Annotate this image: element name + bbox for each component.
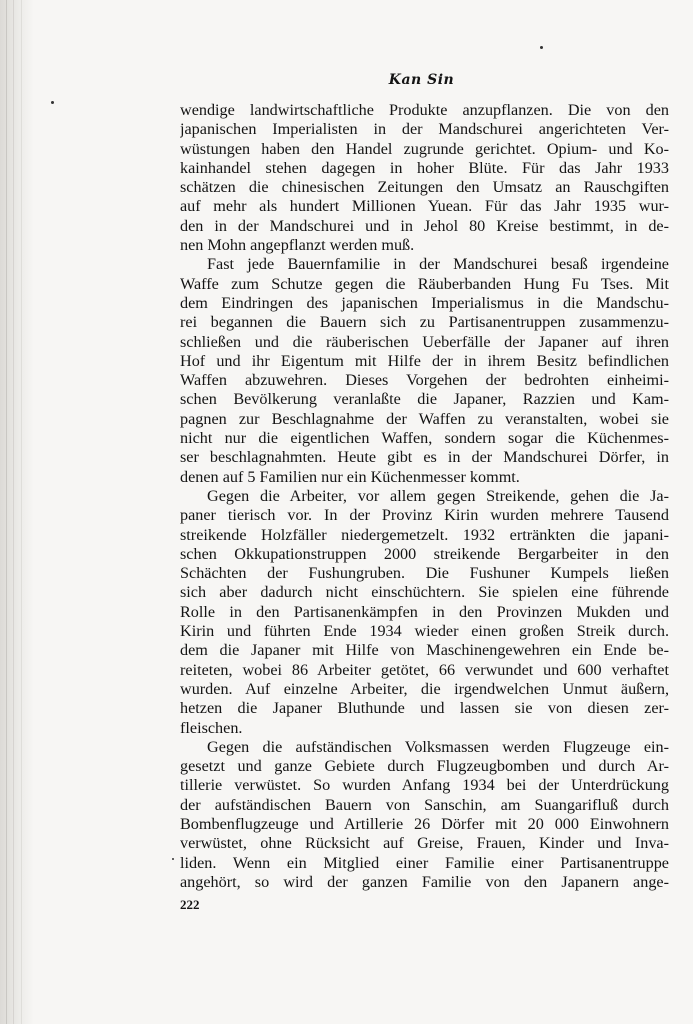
text-line: auf mehr als hundert Millionen Yuean. Für das Jahr 1935 wur- <box>180 197 669 216</box>
text-line: dem Eindringen des japanischen Imperialismus in die Mandschu- <box>180 293 669 312</box>
text-line: tillerie verwüstet. So wurden Anfang 1934 bei der Unterdrückung <box>180 776 669 795</box>
print-speck <box>51 101 54 104</box>
text-line: paner tierisch vor. In der Provinz Kirin wurden mehrere Tausend <box>180 506 669 525</box>
paragraph <box>180 101 669 255</box>
text-line: fleischen. <box>180 718 243 737</box>
print-speck <box>172 858 174 860</box>
text-line: rei begannen die Bauern sich zu Partisanentruppen zusammenzu- <box>180 313 669 332</box>
text-line: schen Bevölkerung veranlaßte die Japaner, Razzien und Kam- <box>180 390 669 409</box>
text-line: wüstungen haben den Handel zugrunde gerichtet. Opium- und Ko- <box>180 139 669 158</box>
text-line: nicht nur die eigentlichen Waffen, sondern sogar die Küchenmes- <box>180 429 669 448</box>
running-head: Kan Sin <box>388 72 455 88</box>
text-line: wendige landwirtschaftliche Produkte anzupflanzen. Die von den <box>180 101 669 119</box>
body-text <box>180 101 669 892</box>
text-line: Rolle in den Partisanenkämpfen in den Provinzen Mukden und <box>180 602 669 621</box>
text-line: reiteten, wobei 86 Arbeiter getötet, 66 verwundet und 600 verhaftet <box>180 660 669 679</box>
text-line: sich aber dadurch nicht einschüchtern. Sie spielen eine führende <box>180 583 669 602</box>
text-line: Waffen abzuwehren. Dieses Vorgehen der bedrohten einheimi- <box>180 371 669 390</box>
text-line: pagnen zur Beschlagnahme der Waffen zu veranstalten, wobei sie <box>180 409 669 428</box>
text-line: hetzen die Japaner Bluthunde und lassen sie von diesen zer- <box>180 699 669 718</box>
text-line: liden. Wenn ein Mitglied einer Familie einer Partisanentruppe <box>180 853 669 872</box>
text-line: schließen und die räuberischen Ueberfälle der Japaner auf ihren <box>180 332 669 351</box>
text-line: verwüstet, ohne Rücksicht auf Greise, Frauen, Kinder und Inva- <box>180 834 669 853</box>
text-line: ser beschlagnahmten. Heute gibt es in der Mandschurei Dörfer, in <box>180 448 669 467</box>
text-line: denen auf 5 Familien nur ein Küchenmesser kommt. <box>180 467 520 486</box>
text-line: schen Okkupationstruppen 2000 streikende Bergarbeiter in den <box>180 544 669 563</box>
text-line: angehört, so wird der ganzen Familie von den Japanern ange- <box>180 872 669 891</box>
paragraph <box>180 487 669 738</box>
text-line: Fast jede Bauernfamilie in der Mandschurei besaß irgendeine <box>207 255 669 274</box>
text-line: Waffe zum Schutze gegen die Räuberbanden Hung Fu Tses. Mit <box>180 274 669 293</box>
text-line: Bombenflugzeuge und Artillerie 26 Dörfer mit 20 000 Einwohnern <box>180 814 669 833</box>
text-line: gesetzt und ganze Gebiete durch Flugzeugbomben und durch Ar- <box>180 757 669 776</box>
spine-edge-line <box>13 0 14 1024</box>
text-line: Hof und ihr Eigentum mit Hilfe der in ihrem Besitz befindlichen <box>180 351 669 370</box>
text-line: japanischen Imperialisten in der Mandschurei angerichteten Ver- <box>180 120 669 139</box>
text-line: den in der Mandschurei und in Jehol 80 Kreise bestimmt, in de- <box>180 216 669 235</box>
text-line: streikende Holzfäller niedergemetzelt. 1932 ertränkten die japani- <box>180 525 669 544</box>
text-line: schätzen die chinesischen Zeitungen den Umsatz an Rauschgiften <box>180 178 669 197</box>
book-spine-shadow <box>0 0 34 1024</box>
text-line: Gegen die aufständischen Volksmassen werden Flugzeuge ein- <box>207 737 669 756</box>
text-line: der aufständischen Bauern von Sanschin, am Suangarifluß durch <box>180 795 669 814</box>
spine-edge-line <box>6 0 7 1024</box>
text-line: Kirin und führten Ende 1934 wieder einen großen Streik durch. <box>180 622 669 641</box>
text-line: Schächten der Fushungruben. Die Fushuner Kumpels ließen <box>180 564 669 583</box>
paragraph <box>180 255 669 487</box>
page-number: 222 <box>180 897 200 912</box>
text-line: dem die Japaner mit Hilfe von Maschinengewehren ein Ende be- <box>180 641 669 660</box>
text-line: Gegen die Arbeiter, vor allem gegen Streikende, gehen die Ja- <box>207 486 669 505</box>
spine-edge-line <box>21 0 22 1024</box>
text-line: wurden. Auf einzelne Arbeiter, die irgendwelchen Unmut äußern, <box>180 679 669 698</box>
paragraph <box>180 738 669 892</box>
print-speck <box>540 46 543 49</box>
text-line: nen Mohn angepflanzt werden muß. <box>180 236 415 255</box>
text-line: kainhandel stehen dagegen in hoher Blüte. Für das Jahr 1933 <box>180 158 669 177</box>
